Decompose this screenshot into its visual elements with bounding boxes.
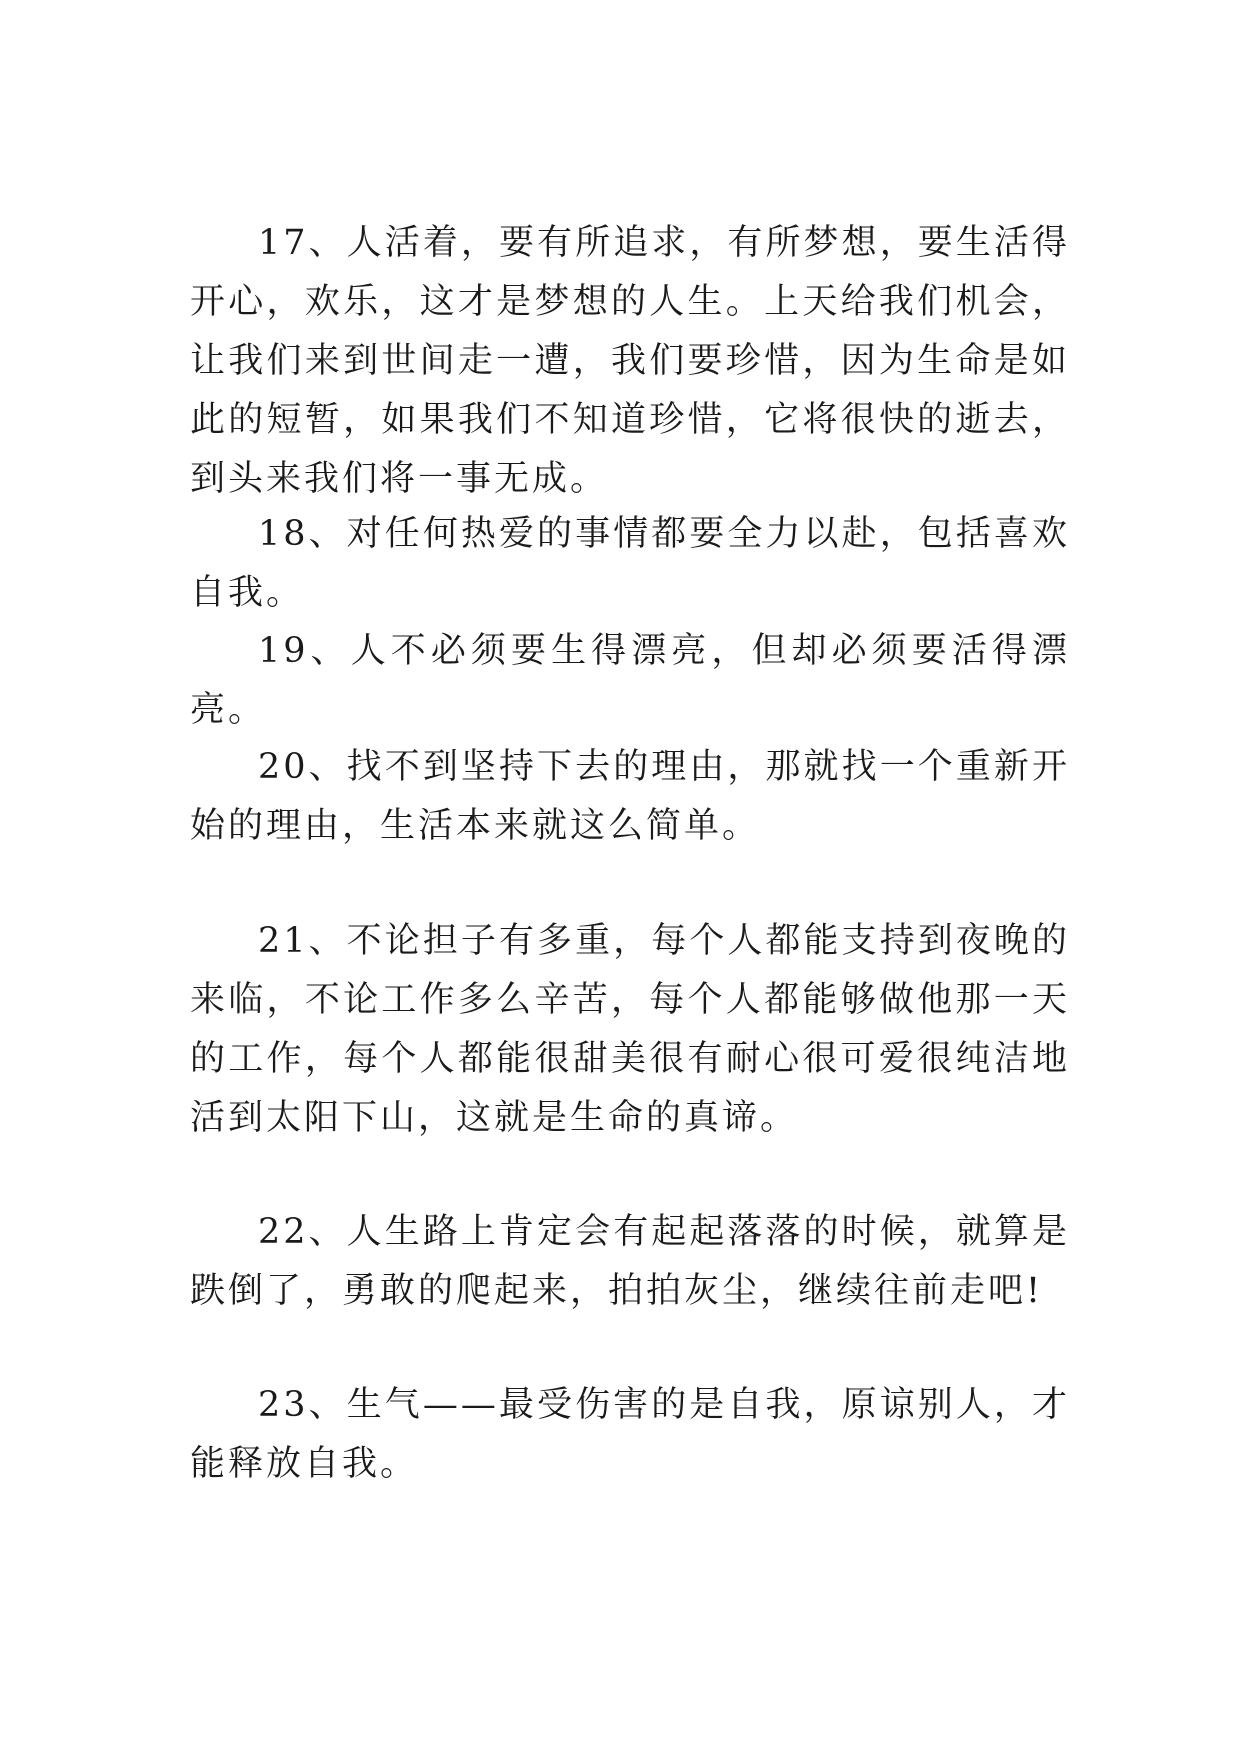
paragraph-20: 20、找不到坚持下去的理由，那就找一个重新开始的理由，生活本来就这么简单。 xyxy=(190,747,1070,846)
paragraph-19: 19、人不必须要生得漂亮，但却必须要活得漂亮。 xyxy=(190,631,1070,730)
paragraph-17: 17、人活着，要有所追求，有所梦想，要生活得开心，欢乐，这才是梦想的人生。上天给我们机会，让我们来到世间走一遭，我们要珍惜，因为生命是如此的短暂，如果我们不知道珍惜，它将很快的逝去，到头来我们将一事无成。 xyxy=(190,223,1070,499)
paragraph-23: 23、生气——最受伤害的是自我，原谅别人，才能释放自我。 xyxy=(190,1385,1070,1484)
paragraph-22: 22、人生路上肯定会有起起落落的时候，就算是跌倒了，勇敢的爬起来，拍拍灰尘，继续往前走吧! xyxy=(190,1212,1070,1311)
paragraph-18: 18、对任何热爱的事情都要全力以赴，包括喜欢自我。 xyxy=(190,514,1070,613)
paragraph-21: 21、不论担子有多重，每个人都能支持到夜晚的来临，不论工作多么辛苦，每个人都能够做他那一天的工作，每个人都能很甜美很有耐心很可爱很纯洁地活到太阳下山，这就是生命的真谛。 xyxy=(190,921,1070,1138)
